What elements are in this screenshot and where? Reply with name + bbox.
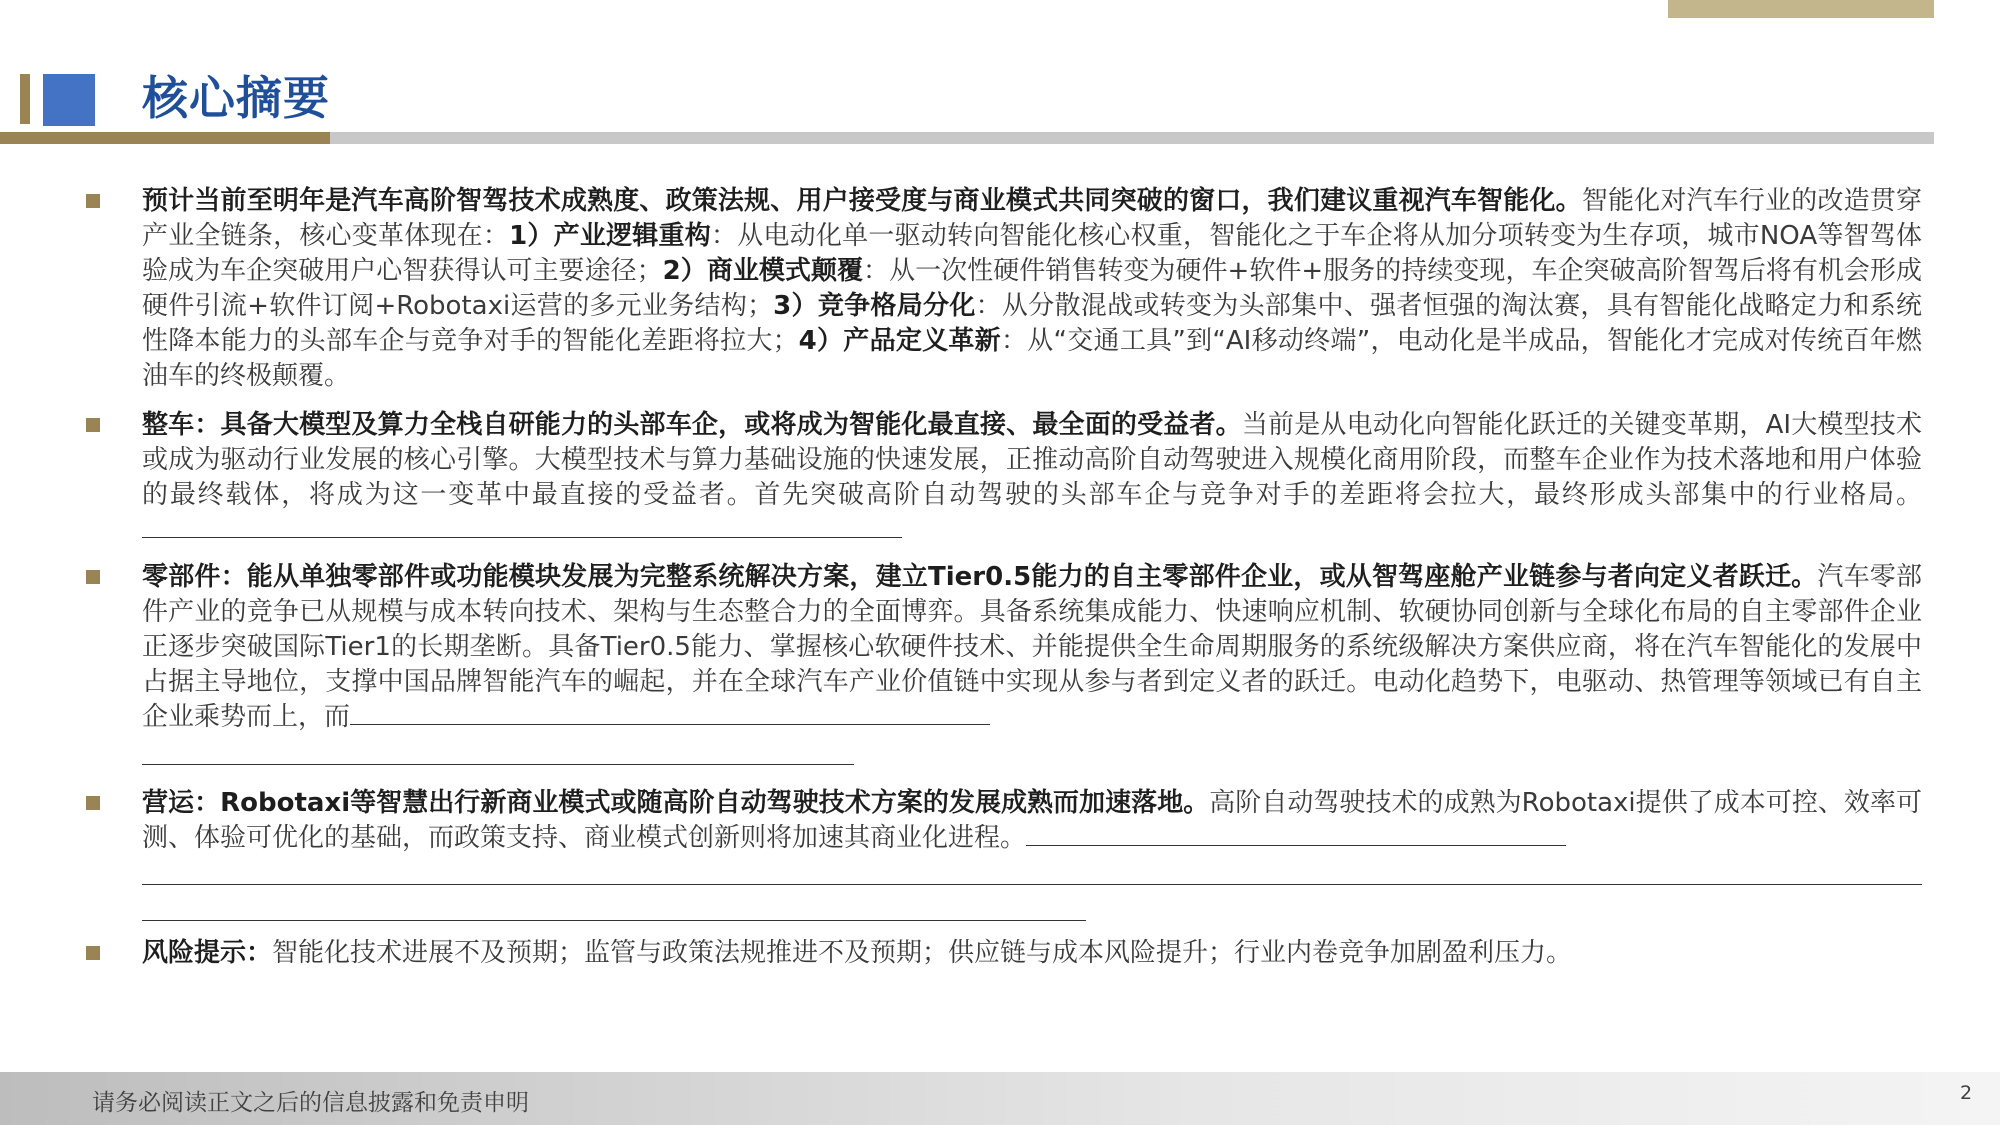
point-heading: 4）产品定义革新 <box>798 326 1001 356</box>
page-title: 核心摘要 <box>142 71 330 125</box>
bullet-lead: 风险提示： <box>142 938 273 968</box>
bullet-square-icon <box>86 796 100 810</box>
title-accent-blue-square <box>43 74 95 126</box>
page-number: 2 <box>1960 1082 1973 1104</box>
bullet-text: 当前是从电动化向智能化跃迁的关键变革期，AI大模型技术或成为驱动行业发展的核心引擎。大模型技术与算力基础设施的快速发展，正推动高阶自动驾驶进入规模化商用阶段，而整车企业作为技术落地和用户体验的最终载体，将成为这一变革中最直接的受益者。首先突破高阶自动驾驶的头部车企与竞争对手的差距将会拉大，最终形成头部集中的行业格局。 <box>142 410 1922 510</box>
blank-underline <box>142 764 854 765</box>
blank-underline <box>142 536 902 538</box>
footer-disclaimer: 请务必阅读正文之后的信息披露和免责申明 <box>92 1090 529 1116</box>
summary-bullet-components <box>142 560 1922 735</box>
footer-bar <box>0 1072 2000 1125</box>
bullet-square-icon <box>86 946 100 960</box>
summary-bullet-industry <box>142 184 1922 394</box>
point-text: ：从一次性硬件销售转变为硬件+软件+服务的持续变现，车企突破高阶智驾后将有机会形成硬件引流+软件订阅+Robotaxi运营的多元业务结构； <box>142 256 1922 321</box>
title-rule-gold <box>0 132 330 144</box>
blank-underline <box>350 723 990 725</box>
bullet-square-icon <box>86 194 100 208</box>
blank-underline <box>142 884 1922 885</box>
bullet-lead: 零部件：能从单独零部件或功能模块发展为完整系统解决方案，建立Tier0.5能力的自主零部件企业，或从智驾座舱产业链参与者向定义者跃迁。 <box>142 562 1818 592</box>
point-text: ：从“交通工具”到“AI移动终端”，电动化是半成品，智能化才完成对传统百年燃油车的终极颠覆。 <box>142 326 1922 391</box>
summary-bullet-risks <box>142 936 1922 971</box>
point-heading: 1）产业逻辑重构 <box>509 221 711 251</box>
blank-underline <box>1026 844 1566 846</box>
bullet-square-icon <box>86 418 100 432</box>
top-decorative-tab <box>1668 0 1934 18</box>
blank-underline <box>142 920 1086 921</box>
title-rule-gray <box>330 132 1934 144</box>
bullet-lead: 整车：具备大模型及算力全栈自研能力的头部车企，或将成为智能化最直接、最全面的受益者。 <box>142 410 1242 440</box>
point-text: ：从电动化单一驱动转向智能化核心权重，智能化之于车企将从加分项转变为生存项，城市NOA等智驾体验成为车企突破用户心智获得认可主要途径； <box>142 221 1922 286</box>
bullet-square-icon <box>86 570 100 584</box>
title-accent-gold-bar <box>20 74 30 124</box>
bullet-text: 汽车零部件产业的竞争已从规模与成本转向技术、架构与生态整合力的全面博弈。具备系统集成能力、快速响应机制、软硬协同创新与全球化布局的自主零部件企业正逐步突破国际Tier1的长期垄断。具备Tier0.5能力、掌握核心软硬件技术、并能提供全生命周期服务的系统级解决方案供应商，将在汽车智能化的发展中占据主导地位，支撑中国品牌智能汽车的崛起，并在全球汽车产业价值链中实现从参与者到定义者的跃迁。电动化趋势下，电驱动、热管理等领域已有自主企业乘势而上，而 <box>142 562 1922 732</box>
point-heading: 3）竞争格局分化 <box>773 291 976 321</box>
bullet-lead: 营运：Robotaxi等智慧出行新商业模式或随高阶自动驾驶技术方案的发展成熟而加速落地。 <box>142 788 1210 818</box>
summary-bullet-vehicle <box>142 408 1922 548</box>
bullet-text: 智能化技术进展不及预期；监管与政策法规推进不及预期；供应链与成本风险提升；行业内卷竞争加剧盈利压力。 <box>272 938 1573 968</box>
bullet-lead: 预计当前至明年是汽车高阶智驾技术成熟度、政策法规、用户接受度与商业模式共同突破的窗口，我们建议重视汽车智能化。 <box>142 186 1582 216</box>
bullet-text: 高阶自动驾驶技术的成熟为Robotaxi提供了成本可控、效率可测、体验可优化的基础，而政策支持、商业模式创新则将加速其商业化进程。 <box>142 788 1922 853</box>
point-heading: 2）商业模式颠覆 <box>662 256 864 286</box>
bullet-text: 智能化对汽车行业的改造贯穿产业全链条，核心变革体现在： <box>142 186 1922 251</box>
summary-bullet-operations <box>142 786 1922 856</box>
point-text: ：从分散混战或转变为头部集中、强者恒强的淘汰赛，具有智能化战略定力和系统性降本能力的头部车企与竞争对手的智能化差距将拉大； <box>142 291 1922 356</box>
